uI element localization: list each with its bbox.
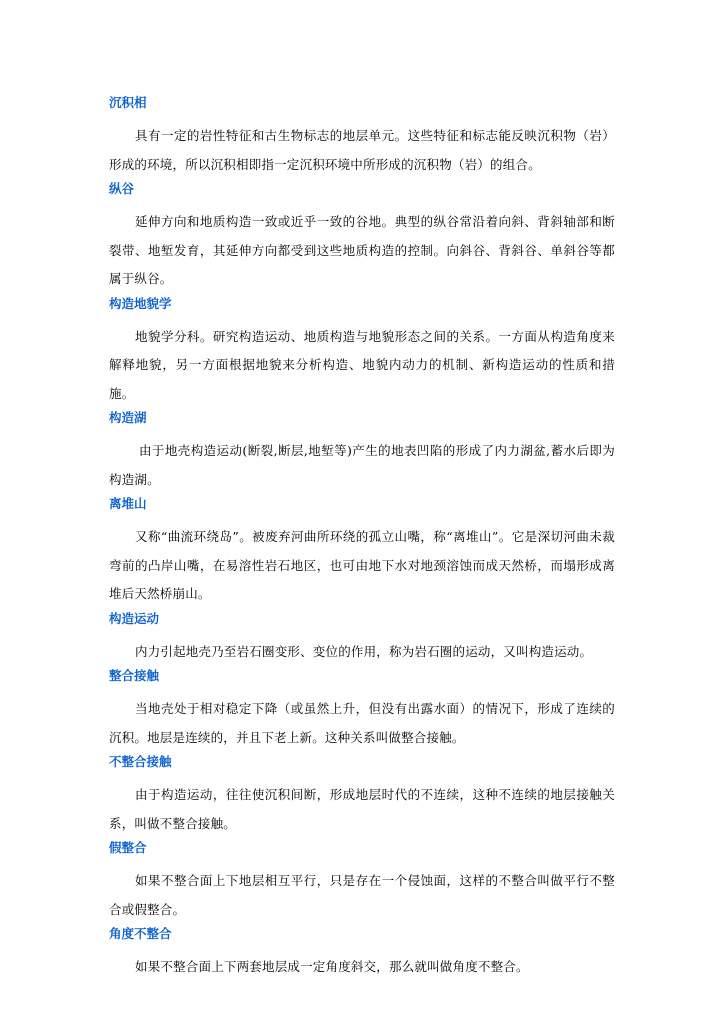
- term-definition: 具有一定的岩性特征和古生物标志的地层单元。这些特征和标志能反映沉积物（岩）形成的环境，所以沉积相即指一定沉积环境中所形成的沉积物（岩）的组合。: [109, 128, 615, 172]
- glossary-entry: [109, 179, 615, 294]
- term-heading: 不整合接触: [109, 754, 172, 769]
- term-heading: 角度不整合: [109, 926, 172, 941]
- term-definition: 如果不整合面上下地层相互平行，只是存在一个侵蚀面，这样的不整合叫做平行不整合或假整合。: [109, 873, 615, 917]
- term-heading: 离堆山: [109, 496, 147, 511]
- term-definition: 如果不整合面上下两套地层成一定角度斜交，那么就叫做角度不整合。: [135, 959, 529, 974]
- term-heading: 纵谷: [109, 181, 135, 196]
- term-heading: 沉积相: [109, 95, 147, 110]
- term-definition: 内力引起地壳乃至岩石圈变形、变位的作用，称为岩石圈的运动，又叫构造运动。: [135, 643, 593, 659]
- glossary-entry: [109, 666, 615, 752]
- term-heading: 假整合: [109, 840, 147, 855]
- term-definition: 当地壳处于相对稳定下降（或虽然上升，但没有出露水面）的情况下，形成了连续的沉积。地层是连续的，并且下老上新。这种关系叫做整合接触。: [109, 701, 615, 745]
- term-heading: 构造运动: [109, 610, 160, 626]
- glossary-entry: [109, 838, 615, 924]
- glossary-entry: [109, 752, 615, 838]
- glossary-entry: [109, 294, 615, 409]
- term-definition: 又称“曲流环绕岛”。被废弃河曲所环绕的孤立山嘴，称“离堆山”。它是深切河曲未裁弯前的凸岸山嘴，在易溶性岩石地区，也可由地下水对地颈溶蚀而成天然桥，而塌形成离堆后天然桥崩山。: [109, 529, 615, 601]
- glossary-entry: [109, 408, 615, 494]
- glossary-entry: [109, 924, 615, 982]
- glossary-entry: [109, 93, 615, 179]
- term-definition: 由于地壳构造运动(断裂,断层,地堑等)产生的地表凹陷的形成了内力湖盆,蓄水后即为构造湖。: [109, 443, 615, 487]
- glossary-entry: [109, 609, 615, 667]
- term-heading: 构造地貌学: [109, 295, 172, 311]
- glossary-entry: [109, 494, 615, 609]
- term-definition: 由于构造运动，往往使沉积间断，形成地层时代的不连续，这种不连续的地层接触关系，叫做不整合接触。: [109, 787, 615, 831]
- term-heading: 构造湖: [109, 410, 147, 425]
- term-definition: 地貌学分科。研究构造运动、地质构造与地貌形态之间的关系。一方面从构造角度来解释地貌，另一方面根据地貌来分析构造、地貌内动力的机制、新构造运动的性质和措施。: [109, 328, 615, 401]
- term-definition: 延伸方向和地质构造一致或近乎一致的谷地。典型的纵谷常沿着向斜、背斜轴部和断裂带、地堑发育，其延伸方向都受到这些地质构造的控制。向斜谷、背斜谷、单斜谷等都属于纵谷。: [109, 214, 615, 286]
- document-page: [109, 93, 615, 982]
- term-heading: 整合接触: [109, 668, 160, 683]
